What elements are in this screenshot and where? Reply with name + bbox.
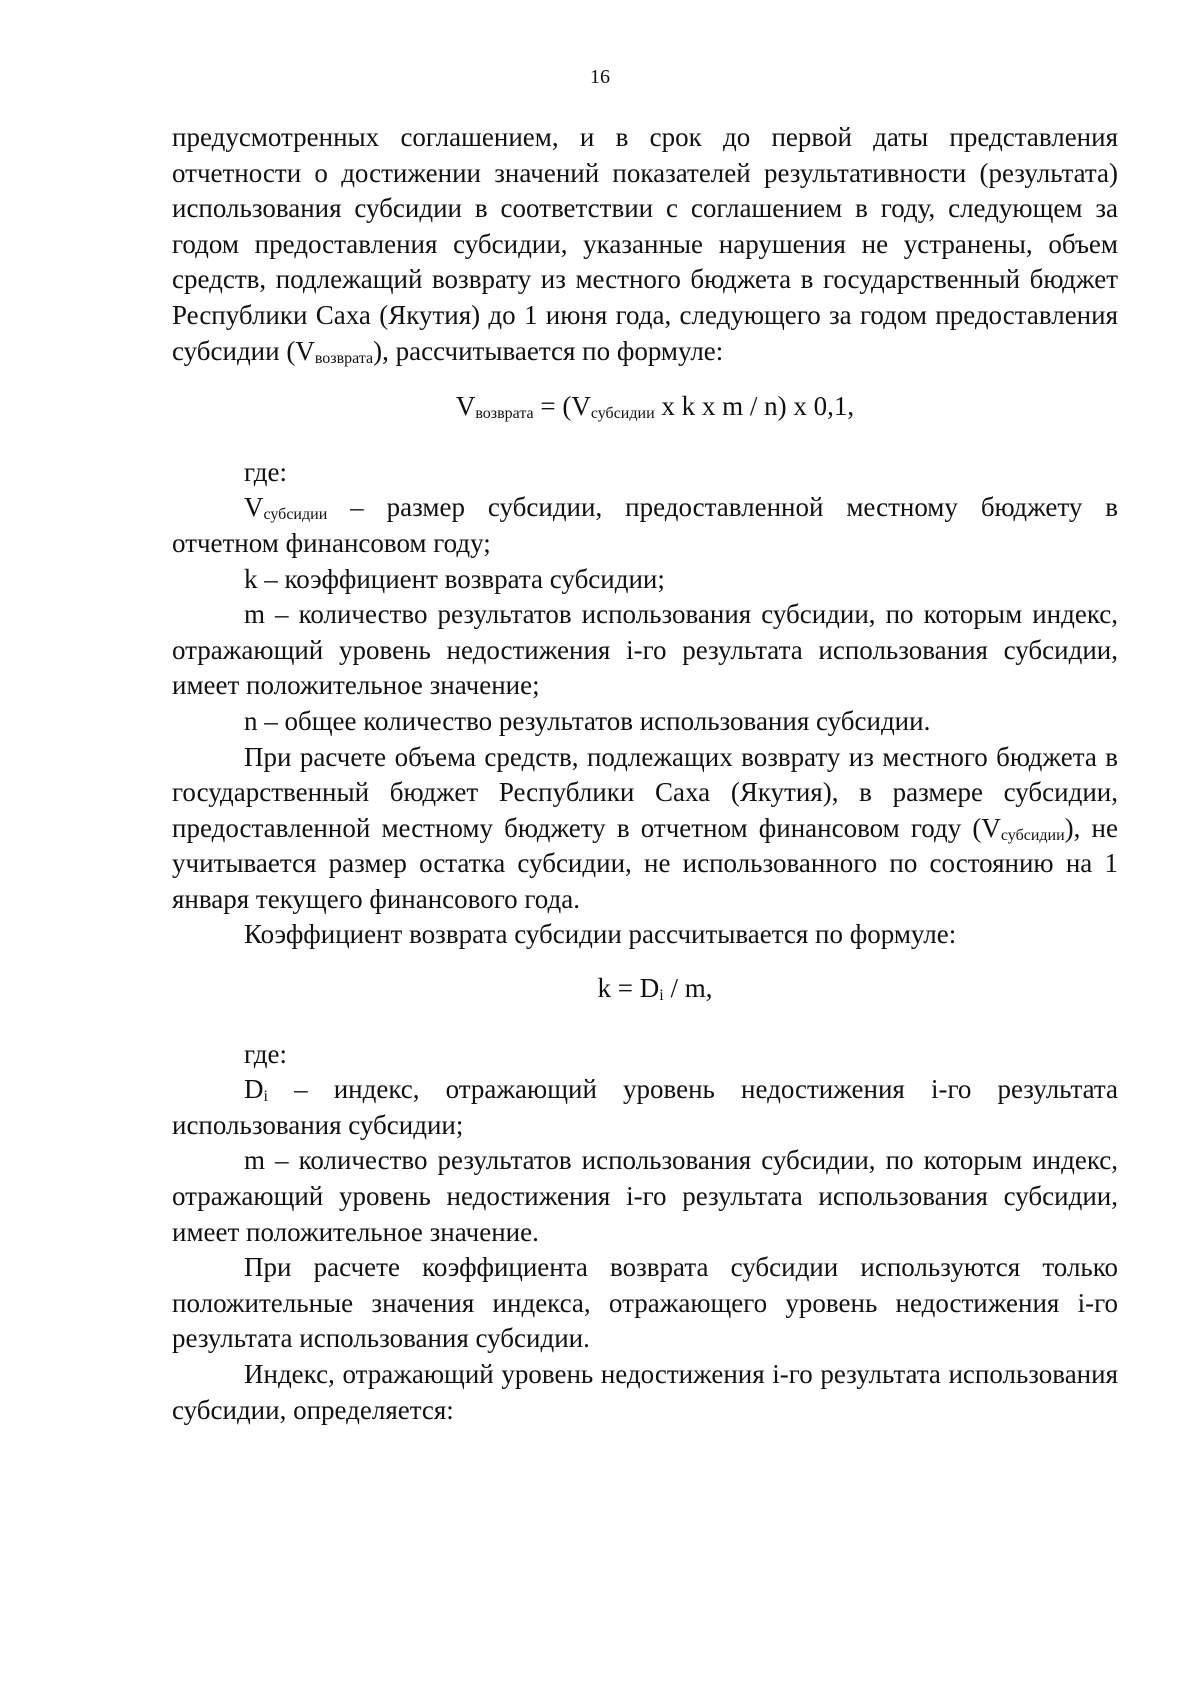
formula-part: = (V <box>533 391 591 422</box>
definition-text: – размер субсидии, предоставленной местному бюджету в отчетном финансовом году; <box>172 492 1118 558</box>
paragraph-intro-text: предусмотренных соглашением, и в срок до первой даты представления отчетности о достижении значений показателей результативности (результата) использования субсидии в соответствии с соглашением в году, следующем за годом предоставления субсидии, указанные нарушения не устранены, объем средств, подлежащий возврату из местного бюджета в государственный бюджет Республики Саха (Якутия) до 1 июня года, следующего за годом предоставления субсидии (V <box>172 122 1118 366</box>
paragraph-intro-tail: ), рассчитывается по формуле: <box>373 335 724 366</box>
formula-return-volume <box>172 369 1118 455</box>
formula-part: x k x m / n) x 0,1, <box>654 391 855 422</box>
subscript: субсидии <box>590 405 655 423</box>
paragraph-intro <box>172 120 1118 369</box>
where-label: где: <box>244 1038 287 1069</box>
paragraph-positive-values: При расчете коэффициента возврата субсидии используются только положительные значения индекса, отражающего уровень недостижения i-го результата использования субсидии. <box>172 1252 1118 1354</box>
subscript: субсидии <box>263 506 328 524</box>
subscript: возврата <box>314 349 374 367</box>
formula-symbol: V <box>244 492 264 523</box>
definition-v-subsidy <box>172 490 1118 561</box>
subscript: субсидии <box>1000 826 1065 844</box>
paragraph-calculation <box>172 740 1118 918</box>
paragraph-index: Индекс, отражающий уровень недостижения i-го результата использования субсидии, определяется: <box>172 1359 1118 1425</box>
paragraph-text: ), не учитывается размер остатка субсидии, не использованного по состоянию на 1 января текущего финансового года. <box>172 812 1118 914</box>
formula-coefficient <box>172 953 1118 1037</box>
formula-part: / m, <box>663 973 713 1004</box>
definition-m: m – количество результатов использования субсидии, по которым индекс, отражающий уровень недостижения i-го результата использования субсидии, имеет положительное значение. <box>172 1145 1118 1247</box>
document-body <box>172 120 1118 1428</box>
subscript: возврата <box>475 405 534 423</box>
page-number: 16 <box>590 66 610 88</box>
paragraph-text: При расчете объема средств, подлежащих возврату из местного бюджета в государственный бюджет Республики Саха (Якутия), в размере субсидии, предоставленной местному бюджету в отчетном финансовом году (V <box>172 741 1118 843</box>
where-label: где: <box>244 456 287 487</box>
definition-k: k – коэффициент возврата субсидии; <box>244 563 665 594</box>
formula-part: k = D <box>597 973 660 1004</box>
definition-n: n – общее количество результатов использования субсидии. <box>244 705 931 736</box>
definition-di <box>172 1072 1118 1143</box>
paragraph-coefficient: Коэффициент возврата субсидии рассчитывается по формуле: <box>244 919 957 950</box>
definition-text: – индекс, отражающий уровень недостижения i-го результата использования субсидии; <box>172 1074 1118 1140</box>
definition-m: m – количество результатов использования субсидии, по которым индекс, отражающий уровень недостижения i-го результата использования субсидии, имеет положительное значение; <box>172 599 1118 701</box>
formula-symbol: V <box>455 391 476 422</box>
subscript: i <box>659 987 664 1005</box>
formula-symbol: D <box>244 1074 264 1105</box>
subscript: i <box>263 1088 268 1106</box>
